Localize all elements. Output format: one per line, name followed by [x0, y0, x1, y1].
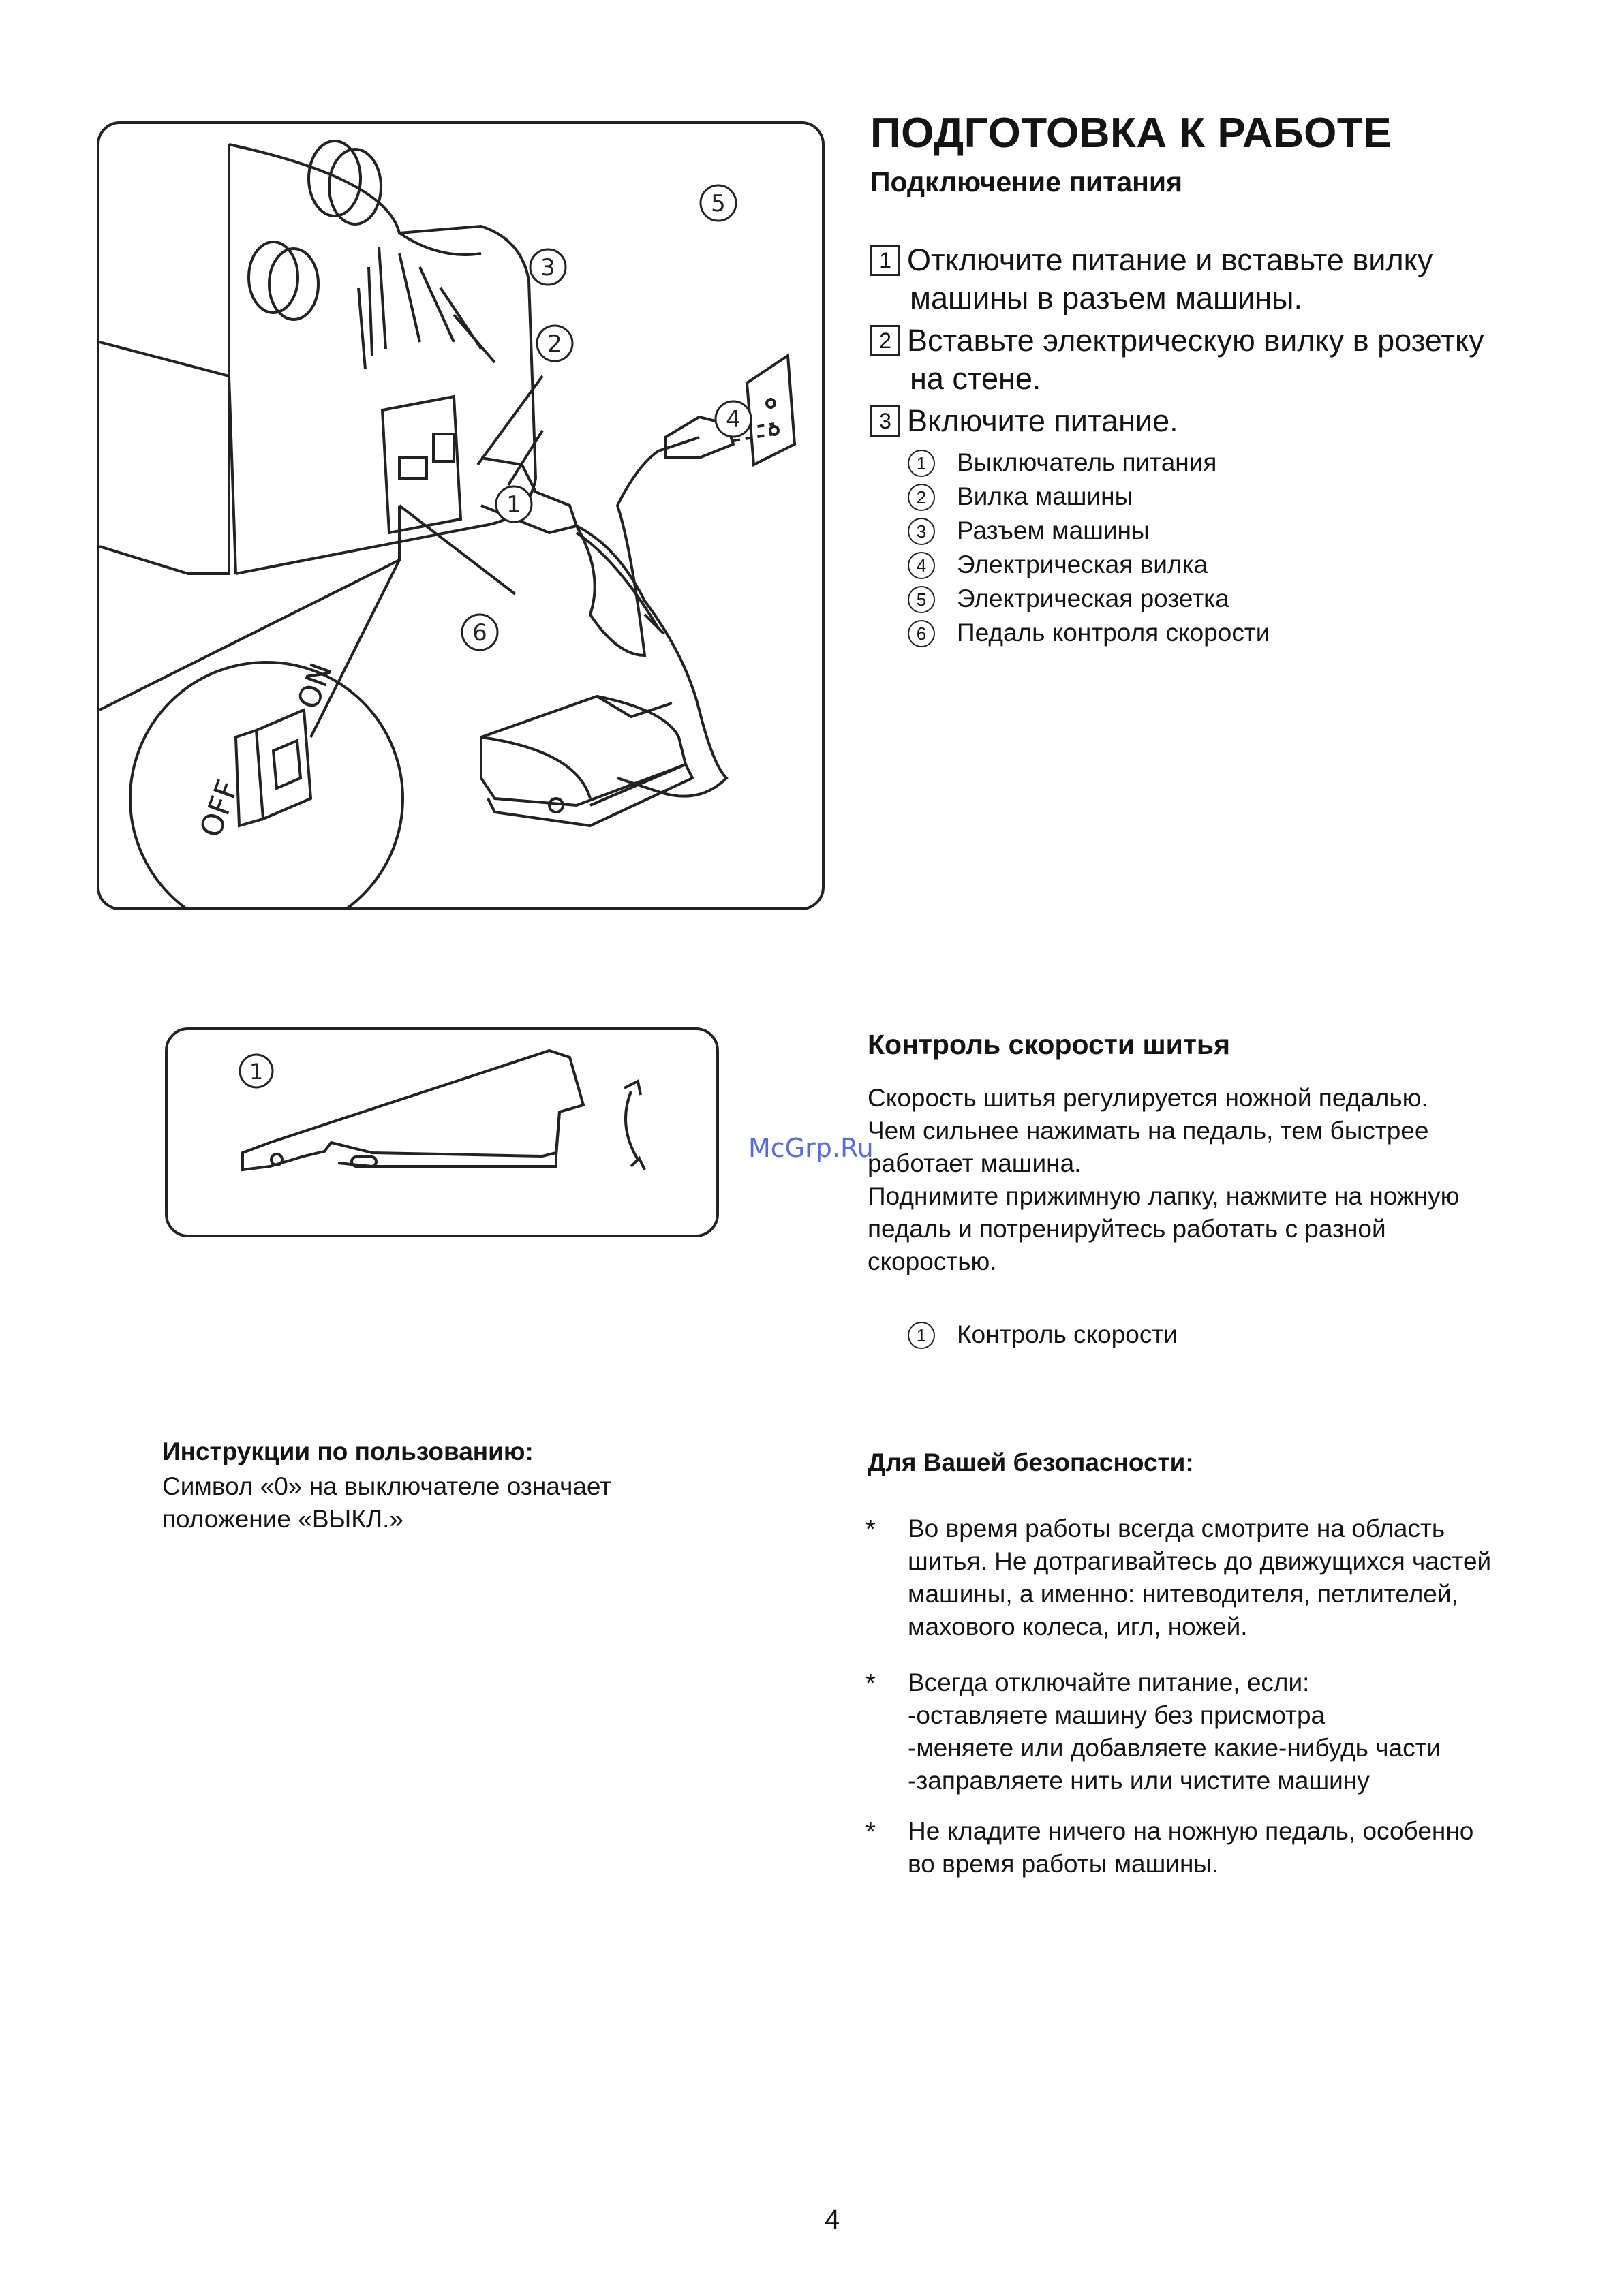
step-number: 3	[870, 405, 900, 437]
step-text: Вставьте электрическую вилку в розетку	[907, 323, 1484, 358]
switch-on-label: ON	[290, 658, 339, 714]
power-connection-drawing	[99, 124, 822, 907]
callout-3	[530, 249, 566, 285]
component-list	[908, 446, 1521, 650]
section-title: ПОДГОТОВКА К РАБОТЕ	[870, 110, 1392, 157]
step-1	[870, 241, 1579, 317]
speed-legend: 1 Контроль скорости	[908, 1318, 1178, 1352]
component-item: 2 Вилка машины	[908, 480, 1521, 514]
step-2	[870, 322, 1579, 398]
callout-6	[462, 615, 497, 650]
switch-off-label: OFF	[193, 775, 246, 842]
component-item: 6 Педаль контроля скорости	[908, 616, 1521, 650]
svg-text:6: 6	[472, 619, 487, 647]
step-text-cont: на стене.	[910, 361, 1041, 396]
component-item: 1 Выключатель питания	[908, 446, 1521, 480]
svg-text:2: 2	[547, 330, 562, 358]
svg-text:4: 4	[726, 406, 741, 433]
step-number: 2	[870, 325, 900, 356]
callout-4	[716, 401, 751, 437]
page-number: 4	[825, 2205, 840, 2235]
instructions-heading: Инструкции по пользованию:	[162, 1438, 534, 1465]
step-3	[870, 402, 1579, 440]
component-item: 4 Электрическая вилка	[908, 548, 1521, 582]
callout-5	[701, 185, 736, 221]
speed-heading: Контроль скорости шитья	[868, 1029, 1231, 1060]
speed-pedal-illustration	[165, 1027, 719, 1237]
section-subtitle: Подключение питания	[870, 166, 1183, 198]
speed-pedal-drawing	[168, 1030, 716, 1235]
component-item: 3 Разъем машины	[908, 514, 1521, 548]
step-number: 1	[870, 245, 900, 276]
step-text-cont: машины в разъем машины.	[910, 281, 1302, 315]
step-text: Отключите питание и вставьте вилку	[907, 243, 1433, 277]
component-item: 5 Электрическая розетка	[908, 582, 1521, 616]
svg-text:1: 1	[506, 491, 521, 518]
safety-heading: Для Вашей безопасности:	[868, 1448, 1194, 1476]
svg-text:3: 3	[540, 254, 555, 281]
step-text: Включите питание.	[907, 403, 1178, 438]
speed-pedal-callout	[240, 1055, 273, 1087]
svg-text:1: 1	[249, 1059, 264, 1085]
instructions-body: Символ «0» на выключателе означает положение «ВЫКЛ.»	[162, 1472, 612, 1533]
svg-text:5: 5	[711, 190, 726, 217]
power-connection-illustration	[97, 121, 825, 910]
callout-2	[537, 326, 572, 361]
callout-1	[496, 486, 532, 522]
speed-description: Скорость шитья регулируется ножной педалью. Чем сильнее нажимать на педаль, тем быстрее работает машина. Поднимите прижимную лапку, нажмите на ножную педаль и потренируйтесь работать с разной скоростью.	[868, 1084, 1460, 1275]
watermark: McGrp.Ru	[748, 1133, 874, 1163]
